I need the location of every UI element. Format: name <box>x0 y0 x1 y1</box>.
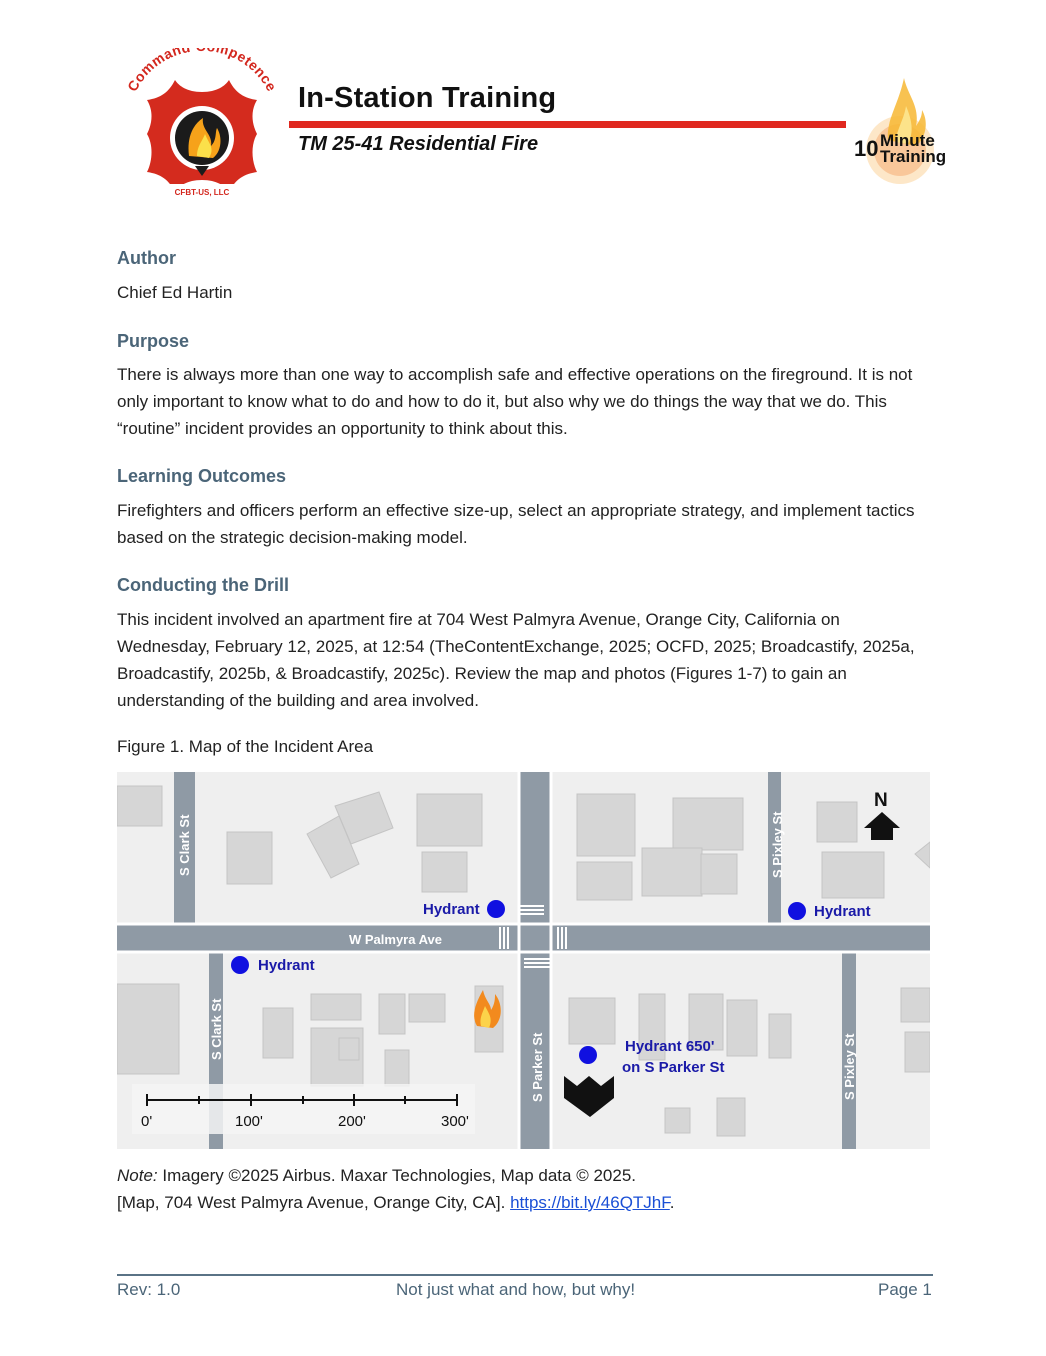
street-label-pixley-north: S Pixley St <box>770 811 785 878</box>
logo-training-text: Training <box>880 147 947 166</box>
logo-arc-text: Comman mpetence <box>123 48 281 95</box>
hydrant-marker-ne-parker <box>487 900 505 918</box>
map-link[interactable]: https://bit.ly/46QTJhF <box>510 1193 670 1212</box>
footer-tagline: Not just what and how, but why! <box>396 1280 636 1299</box>
note-label: Note: <box>117 1166 158 1185</box>
hydrant-label-2: Hydrant <box>814 903 871 920</box>
scale-0-label: 0' <box>141 1113 153 1130</box>
hydrant-label-1: Hydrant <box>423 901 480 918</box>
purpose-heading: Purpose <box>117 331 190 351</box>
note-credit: Imagery ©2025 Airbus. Maxar Technologies, Map data © 2025. <box>162 1166 636 1185</box>
footer-revision: Rev: 1.0 <box>117 1280 181 1299</box>
outcomes-heading: Learning Outcomes <box>117 466 287 486</box>
figure-caption: Figure 1. Map of the Incident Area <box>117 737 374 756</box>
incident-map <box>117 772 930 1149</box>
drill-heading: Conducting the Drill <box>117 575 289 595</box>
street-label-clark-south: S Clark St <box>209 998 224 1060</box>
figure-note-line2 <box>117 1189 675 1216</box>
outcomes-text: Firefighters and officers perform an effective size-up, select an appropriate strategy, and implement tactics based on the strategic decision-making model. <box>117 501 915 547</box>
hydrant-far-label-1: Hydrant 650' <box>625 1038 715 1055</box>
author-name: Chief Ed Hartin <box>117 283 233 302</box>
hydrant-marker-far <box>579 1046 597 1064</box>
street-label-clark-north: S Clark St <box>177 814 192 876</box>
scale-100-label: 100' <box>235 1113 263 1130</box>
drill-text: This incident involved an apartment fire at 704 West Palmyra Avenue, Orange City, California on Wednesday, February 12, 2025, at 12:54 (TheContentExchange, 2025; OCFD, 2025; Broadcastify, 2025a, Broadcastify, 2025b, & Broadcastify, 2025c). Review the map and photos (Figures 1-7) to gain an understanding of the building and area involved. <box>117 610 915 710</box>
logo-company-text: CFBT-US, LLC <box>174 188 230 197</box>
footer-divider <box>117 1274 933 1276</box>
logo-minute-text: Minute <box>880 131 935 150</box>
figure-note-line1 <box>117 1162 636 1189</box>
hydrant-label-3: Hydrant <box>258 957 315 974</box>
hydrant-marker-pixley <box>788 902 806 920</box>
hydrant-marker-clark <box>231 956 249 974</box>
note-citation: [Map, 704 West Palmyra Avenue, Orange City, CA]. <box>117 1193 506 1212</box>
footer-page-number: Page 1 <box>878 1280 932 1299</box>
page-title: In-Station Training <box>298 82 557 114</box>
street-label-pixley-south: S Pixley St <box>842 1033 857 1100</box>
svg-text:Command Competence <box>124 48 280 94</box>
note-period: . <box>669 1193 675 1212</box>
scale-200-label: 200' <box>338 1113 366 1130</box>
purpose-text: There is always more than one way to accomplish safe and effective operations on the fireground. It is not only important to know what to do and how to do it, but also why we do things the way that we do. This “routine” incident provides an opportunity to think about this. <box>117 365 913 438</box>
ten-minute-training-logo <box>850 76 950 188</box>
cfbt-logo <box>117 48 287 208</box>
title-divider <box>289 121 846 128</box>
scale-300-label: 300' <box>441 1113 469 1130</box>
page-subtitle: TM 25-41 Residential Fire <box>298 133 539 155</box>
north-label: N <box>874 790 888 811</box>
street-label-parker: S Parker St <box>530 1032 545 1102</box>
street-label-w-palmyra: W Palmyra Ave <box>349 932 442 947</box>
hydrant-far-label-2: on S Parker St <box>622 1059 725 1076</box>
logo-ten-text: 10 <box>854 136 879 161</box>
author-heading: Author <box>117 248 176 268</box>
